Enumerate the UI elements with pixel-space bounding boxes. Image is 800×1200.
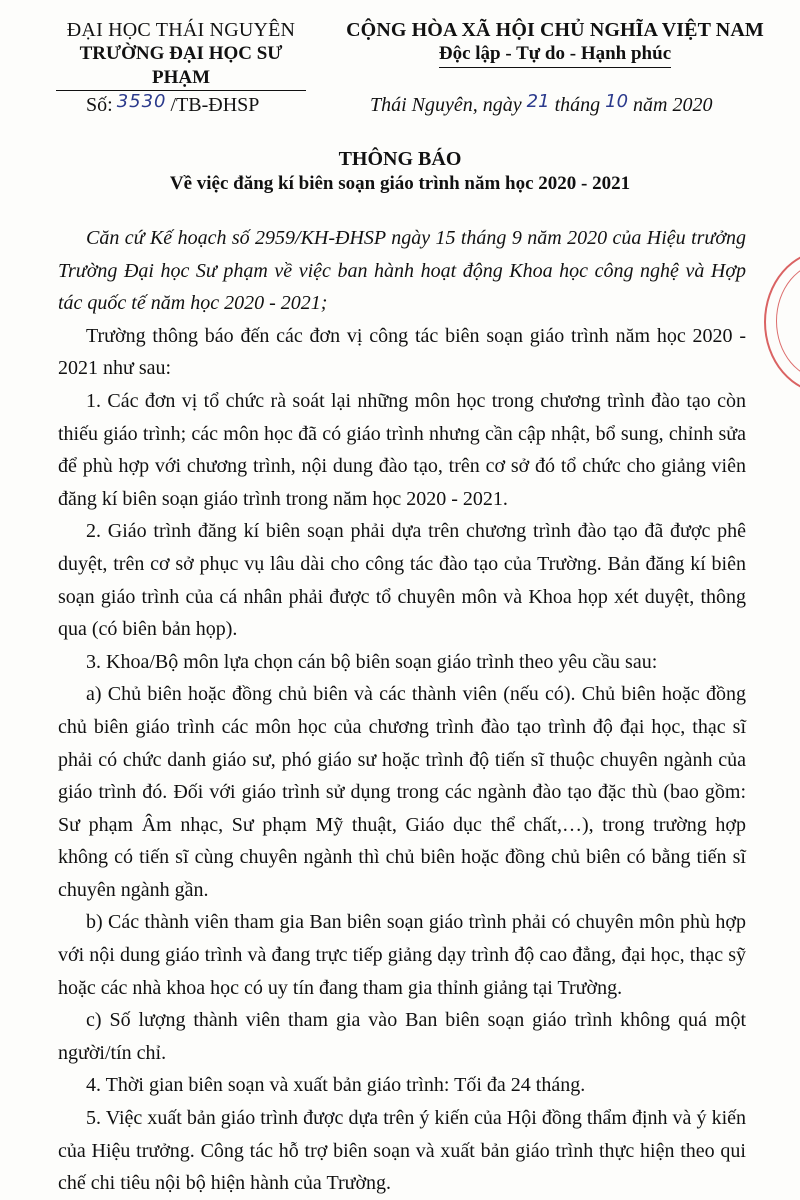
handwritten-number: 3530 xyxy=(116,91,167,112)
legal-basis-paragraph: Căn cứ Kế hoạch số 2959/KH-ĐHSP ngày 15 tháng 9 năm 2020 của Hiệu trưởng Trường Đại học Sư phạm về việc ban hành hoạt động Khoa học công nghệ và Hợp tác quốc tế năm học 2020 - 2021; xyxy=(58,227,746,315)
issuing-school: TRƯỜNG ĐẠI HỌC SƯ PHẠM xyxy=(56,42,306,91)
issuer-header xyxy=(56,18,306,91)
national-motto: Độc lập - Tự do - Hạnh phúc xyxy=(439,42,671,68)
item-2-paragraph: 2. Giáo trình đăng kí biên soạn phải dựa trên chương trình đào tạo đã được phê duyệt, trên cơ sở phục vụ lâu dài cho công tác đào tạo của Trường. Bản đăng kí biên soạn giáo trình của cá nhân phải được tổ chuyên môn và Khoa họp xét duyệt, thông qua (có biên bản họp). xyxy=(58,520,746,641)
document-number xyxy=(86,91,260,117)
month-label: tháng xyxy=(554,94,601,116)
intro-paragraph: Trường thông báo đến các đơn vị công tác biên soạn giáo trình năm học 2020 - 2021 như sau: xyxy=(58,324,746,380)
parent-organization: ĐẠI HỌC THÁI NGUYÊN xyxy=(66,19,296,41)
issue-date xyxy=(370,91,713,117)
item-3b-paragraph: b) Các thành viên tham gia Ban biên soạn giáo trình phải có chuyên môn phù hợp với nội dung giáo trình và đang trực tiếp giảng dạy trình độ cao đẳng, đại học, thạc sỹ hoặc các nhà khoa học có uy tín đang tham gia thỉnh giảng tại Trường. xyxy=(58,911,746,999)
item-3a-paragraph: a) Chủ biên hoặc đồng chủ biên và các thành viên (nếu có). Chủ biên hoặc đồng chủ biên giáo trình các môn học của chương trình đào tạo trình độ đại học, thạc sĩ phải có chức danh giáo sư, phó giáo sư hoặc trình độ tiến sĩ thuộc chuyên ngành của giáo trình đó. Đối với giáo trình sử dụng trong các ngành đào tạo đặc thù (bao gồm: Sư phạm Âm nhạc, Sư phạm Mỹ thuật, Giáo dục thể chất,…), trong trường hợp không có tiến sĩ cùng chuyên ngành thì chủ biên hoặc đồng chủ biên có bằng tiến sĩ chuyên ngành gần. xyxy=(58,683,746,901)
document-body xyxy=(58,222,746,1200)
document-title: THÔNG BÁO xyxy=(338,148,462,170)
handwritten-day: 21 xyxy=(526,91,550,112)
document-subtitle: Về việc đăng kí biên soạn giáo trình năm học 2020 - 2021 xyxy=(169,173,631,194)
number-label: Số: xyxy=(86,94,113,116)
seal-outer-ring xyxy=(764,250,800,394)
item-4-paragraph: 4. Thời gian biên soạn và xuất bản giáo trình: Tối đa 24 tháng. xyxy=(86,1074,586,1097)
year-label: năm 2020 xyxy=(633,94,713,116)
item-3-paragraph: 3. Khoa/Bộ môn lựa chọn cán bộ biên soạn giáo trình theo yêu cầu sau: xyxy=(86,650,658,673)
date-prefix: Thái Nguyên, ngày xyxy=(370,94,522,116)
seal-inner-ring xyxy=(776,262,800,380)
item-3c-paragraph: c) Số lượng thành viên tham gia vào Ban biên soạn giáo trình không quá một người/tín chỉ. xyxy=(58,1009,746,1064)
number-suffix: /TB-ĐHSP xyxy=(170,94,260,116)
item-5-paragraph: 5. Việc xuất bản giáo trình được dựa trên ý kiến của Hội đồng thẩm định và ý kiến của Hiệu trưởng. Công tác hỗ trợ biên soạn và xuất bản giáo trình thực hiện theo qui chế chi tiêu nội bộ hiện hành của Trường. xyxy=(58,1107,746,1195)
item-1-paragraph: 1. Các đơn vị tổ chức rà soát lại những môn học trong chương trình đào tạo còn thiếu giáo trình; các môn học đã có giáo trình nhưng cần cập nhật, bổ sung, chỉnh sửa để phù hợp với chương trình, nội dung đào tạo, trên cơ sở đó tổ chức cho giảng viên đăng kí biên soạn giáo trình trong năm học 2020 - 2021. xyxy=(58,389,746,510)
handwritten-month: 10 xyxy=(605,91,629,112)
country-name: CỘNG HÒA XÃ HỘI CHỦ NGHĨA VIỆT NAM xyxy=(346,19,764,41)
national-motto-header xyxy=(320,18,790,68)
